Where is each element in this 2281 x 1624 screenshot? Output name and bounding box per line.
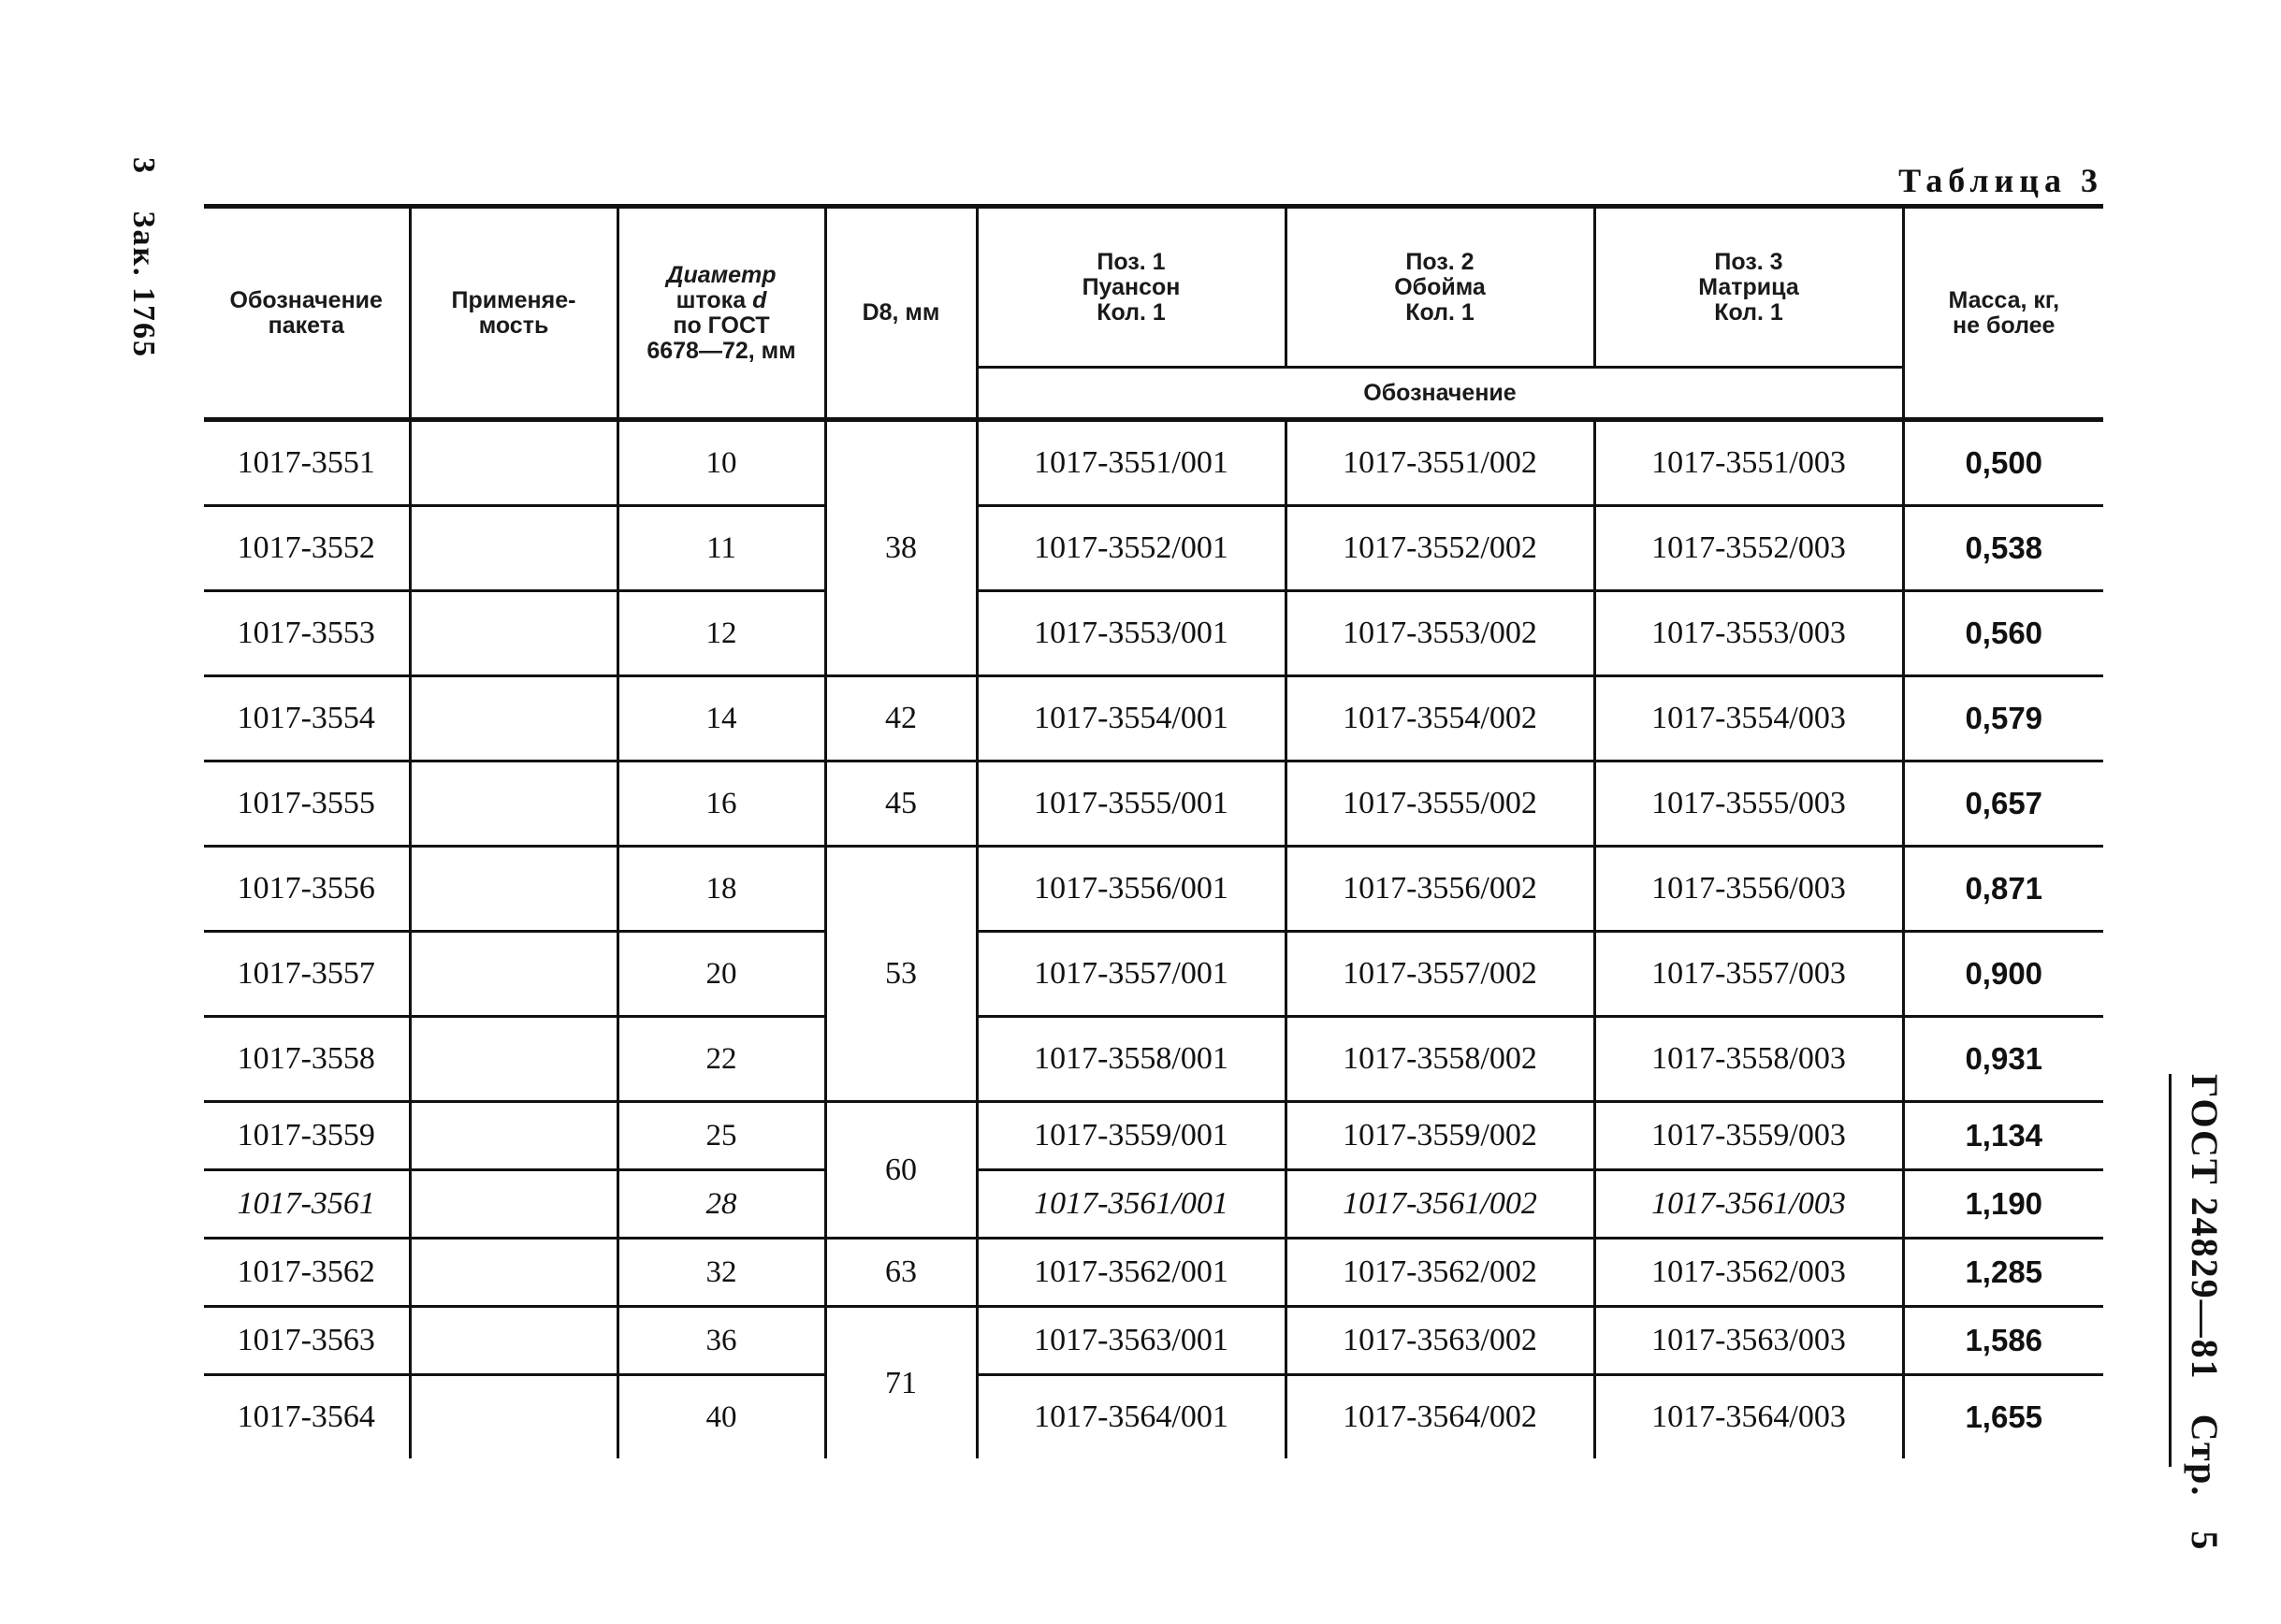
left-margin-text — [125, 157, 161, 384]
cell-designation: 1017-3555 — [204, 761, 410, 847]
header-rod-diameter-line4: 6678—72, мм — [647, 337, 796, 364]
cell-applicability — [410, 1170, 617, 1239]
cell-pos3: 1017-3552/003 — [1594, 506, 1903, 591]
table-row — [204, 591, 2103, 676]
cell-mass: 0,579 — [1903, 676, 2103, 761]
cell-pos3: 1017-3561/003 — [1594, 1170, 1903, 1239]
header-pos2-line1: Поз. 2 — [1405, 248, 1475, 275]
right-margin-rule — [2169, 1074, 2172, 1467]
cell-applicability — [410, 761, 617, 847]
right-margin-text — [2183, 1074, 2227, 1573]
table-row — [204, 506, 2103, 591]
cell-pos2: 1017-3561/002 — [1286, 1170, 1594, 1239]
header-mass-line2: не более — [1953, 312, 2056, 339]
cell-rod-diameter: 11 — [617, 506, 825, 591]
cell-d8: 45 — [825, 761, 977, 847]
cell-mass: 0,538 — [1903, 506, 2103, 591]
cell-pos3: 1017-3558/003 — [1594, 1017, 1903, 1102]
cell-pos1: 1017-3553/001 — [977, 591, 1286, 676]
cell-pos1: 1017-3559/001 — [977, 1102, 1286, 1170]
cell-pos1: 1017-3558/001 — [977, 1017, 1286, 1102]
cell-pos2: 1017-3556/002 — [1286, 847, 1594, 932]
cell-pos1: 1017-3561/001 — [977, 1170, 1286, 1239]
cell-d8: 42 — [825, 676, 977, 761]
table-row — [204, 676, 2103, 761]
header-pos3-line2: Матрица — [1698, 273, 1799, 300]
cell-applicability — [410, 591, 617, 676]
cell-mass: 0,560 — [1903, 591, 2103, 676]
header-rod-diameter — [617, 207, 825, 420]
cell-applicability — [410, 1239, 617, 1307]
table-row — [204, 932, 2103, 1017]
cell-rod-diameter: 16 — [617, 761, 825, 847]
cell-mass: 1,190 — [1903, 1170, 2103, 1239]
cell-pos1: 1017-3555/001 — [977, 761, 1286, 847]
cell-rod-diameter: 40 — [617, 1375, 825, 1459]
table-row — [204, 847, 2103, 932]
cell-mass: 0,657 — [1903, 761, 2103, 847]
header-pos1-line1: Поз. 1 — [1097, 248, 1166, 275]
cell-pos1: 1017-3563/001 — [977, 1307, 1286, 1375]
cell-d8: 53 — [825, 847, 977, 1102]
cell-pos3: 1017-3553/003 — [1594, 591, 1903, 676]
table-title: Таблица 3 — [1898, 162, 2103, 199]
cell-designation: 1017-3552 — [204, 506, 410, 591]
page-number-right: 5 — [2184, 1530, 2226, 1552]
cell-pos2: 1017-3558/002 — [1286, 1017, 1594, 1102]
cell-designation: 1017-3559 — [204, 1102, 410, 1170]
header-pos1-line2: Пуансон — [1082, 273, 1181, 300]
cell-pos1: 1017-3557/001 — [977, 932, 1286, 1017]
table-row — [204, 1170, 2103, 1239]
cell-pos2: 1017-3563/002 — [1286, 1307, 1594, 1375]
cell-pos1: 1017-3564/001 — [977, 1375, 1286, 1459]
table-row — [204, 1375, 2103, 1459]
header-pos1-line3: Кол. 1 — [1097, 298, 1166, 326]
header-pos3-line3: Кол. 1 — [1714, 298, 1783, 326]
cell-pos2: 1017-3559/002 — [1286, 1102, 1594, 1170]
cell-pos2: 1017-3553/002 — [1286, 591, 1594, 676]
table-row — [204, 1017, 2103, 1102]
cell-pos3: 1017-3555/003 — [1594, 761, 1903, 847]
cell-pos2: 1017-3562/002 — [1286, 1239, 1594, 1307]
cell-applicability — [410, 506, 617, 591]
cell-applicability — [410, 1102, 617, 1170]
cell-pos2: 1017-3552/002 — [1286, 506, 1594, 591]
cell-applicability — [410, 847, 617, 932]
cell-pos3: 1017-3564/003 — [1594, 1375, 1903, 1459]
cell-applicability — [410, 420, 617, 506]
cell-mass: 0,871 — [1903, 847, 2103, 932]
cell-pos1: 1017-3556/001 — [977, 847, 1286, 932]
cell-designation: 1017-3557 — [204, 932, 410, 1017]
cell-designation: 1017-3558 — [204, 1017, 410, 1102]
cell-mass: 0,500 — [1903, 420, 2103, 506]
cell-pos3: 1017-3554/003 — [1594, 676, 1903, 761]
header-rod-diameter-line2: штока — [676, 286, 747, 313]
cell-mass: 1,655 — [1903, 1375, 2103, 1459]
cell-mass: 1,285 — [1903, 1239, 2103, 1307]
cell-designation: 1017-3551 — [204, 420, 410, 506]
cell-pos3: 1017-3562/003 — [1594, 1239, 1903, 1307]
cell-mass: 1,134 — [1903, 1102, 2103, 1170]
header-designation: Обозначение пакета — [204, 207, 410, 420]
cell-applicability — [410, 1307, 617, 1375]
cell-rod-diameter: 12 — [617, 591, 825, 676]
header-mass — [1903, 207, 2103, 420]
cell-pos3: 1017-3557/003 — [1594, 932, 1903, 1017]
header-oboznachenie: Обозначение — [977, 368, 1903, 420]
header-rod-diameter-line1: Диаметр — [666, 261, 777, 288]
header-pos2-line3: Кол. 1 — [1405, 298, 1475, 326]
cell-rod-diameter: 32 — [617, 1239, 825, 1307]
cell-rod-diameter: 18 — [617, 847, 825, 932]
cell-pos2: 1017-3557/002 — [1286, 932, 1594, 1017]
cell-pos1: 1017-3551/001 — [977, 420, 1286, 506]
table-row — [204, 761, 2103, 847]
cell-rod-diameter: 22 — [617, 1017, 825, 1102]
cell-rod-diameter: 14 — [617, 676, 825, 761]
cell-rod-diameter: 36 — [617, 1307, 825, 1375]
cell-rod-diameter: 25 — [617, 1102, 825, 1170]
cell-pos2: 1017-3554/002 — [1286, 676, 1594, 761]
cell-rod-diameter: 28 — [617, 1170, 825, 1239]
cell-rod-diameter: 20 — [617, 932, 825, 1017]
specification-table — [204, 204, 2103, 1458]
table-row — [204, 1307, 2103, 1375]
cell-mass: 0,931 — [1903, 1017, 2103, 1102]
cell-pos1: 1017-3552/001 — [977, 506, 1286, 591]
table-row — [204, 1102, 2103, 1170]
cell-applicability — [410, 1375, 617, 1459]
header-mass-line1: Масса, кг, — [1948, 286, 2060, 313]
header-pos3-line1: Поз. 3 — [1714, 248, 1783, 275]
cell-d8: 38 — [825, 420, 977, 676]
header-applicability: Применяе-мость — [410, 207, 617, 420]
cell-d8: 60 — [825, 1102, 977, 1239]
header-pos1 — [977, 207, 1286, 368]
cell-d8: 71 — [825, 1307, 977, 1459]
standard-number: ГОСТ 24829—81 — [2184, 1074, 2226, 1381]
cell-designation: 1017-3564 — [237, 1399, 375, 1434]
cell-designation: 1017-3553 — [204, 591, 410, 676]
cell-pos1: 1017-3554/001 — [977, 676, 1286, 761]
cell-designation: 1017-3554 — [204, 676, 410, 761]
cell-pos3: 1017-3551/003 — [1594, 420, 1903, 506]
cell-designation: 1017-3561 — [204, 1170, 410, 1239]
page-label: Стр. — [2184, 1414, 2226, 1498]
cell-pos3: 1017-3563/003 — [1594, 1307, 1903, 1375]
table-row — [204, 420, 2103, 506]
cell-applicability — [410, 676, 617, 761]
header-rod-diameter-symbol: d — [752, 286, 767, 313]
cell-pos2: 1017-3555/002 — [1286, 761, 1594, 847]
table-row — [204, 1239, 2103, 1307]
cell-designation: 1017-3556 — [204, 847, 410, 932]
header-pos3 — [1594, 207, 1903, 368]
cell-designation: 1017-3563 — [204, 1307, 410, 1375]
header-pos2-line2: Обойма — [1394, 273, 1486, 300]
cell-designation: 1017-3562 — [204, 1239, 410, 1307]
header-rod-diameter-line3: по ГОСТ — [673, 312, 770, 339]
header-pos2 — [1286, 207, 1594, 368]
cell-pos3: 1017-3559/003 — [1594, 1102, 1903, 1170]
header-d8: D8, мм — [825, 207, 977, 420]
cell-rod-diameter: 10 — [617, 420, 825, 506]
cell-pos2: 1017-3551/002 — [1286, 420, 1594, 506]
order-number: Зак. 1765 — [126, 210, 161, 359]
page-number-left: 3 — [126, 157, 161, 175]
cell-pos1: 1017-3562/001 — [977, 1239, 1286, 1307]
cell-pos3: 1017-3556/003 — [1594, 847, 1903, 932]
cell-applicability — [410, 1017, 617, 1102]
cell-d8: 63 — [825, 1239, 977, 1307]
cell-pos2: 1017-3564/002 — [1286, 1375, 1594, 1459]
cell-mass: 1,586 — [1903, 1307, 2103, 1375]
cell-applicability — [410, 932, 617, 1017]
cell-mass: 0,900 — [1903, 932, 2103, 1017]
